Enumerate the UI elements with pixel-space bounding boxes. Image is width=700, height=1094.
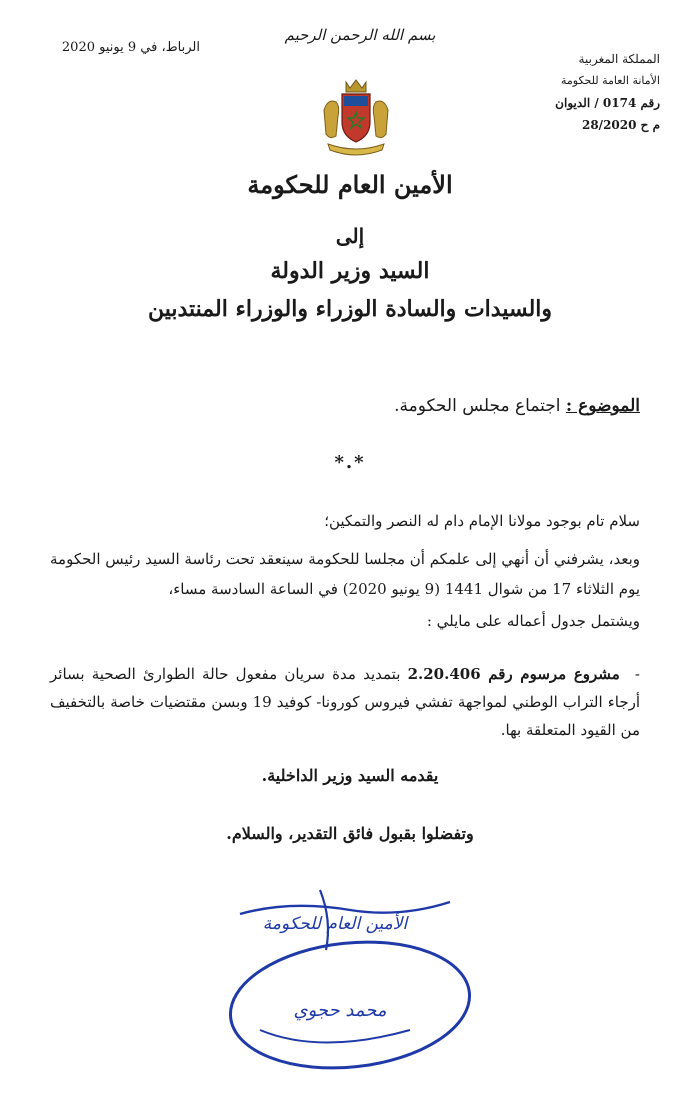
signature-ink: [200, 880, 480, 1080]
agenda-bullet: -: [634, 665, 640, 683]
department-name: الأمانة العامة للحكومة: [560, 74, 660, 87]
recipient-line-1: السيد وزير الدولة: [270, 258, 430, 284]
coat-of-arms-icon: [318, 76, 394, 156]
to-label: إلى: [335, 224, 365, 248]
subject-text: اجتماع مجلس الحكومة.: [394, 396, 561, 416]
presenter-line: يقدمه السيد وزير الداخلية.: [261, 766, 439, 785]
separator: *.*: [334, 452, 366, 473]
subject-label: الموضوع :: [565, 396, 640, 416]
signature-name: محمد حجوي: [293, 1000, 387, 1021]
agenda-intro: ويشتمل جدول أعماله على مايلي :: [426, 612, 640, 630]
reference-code: م ح 28/2020: [581, 118, 660, 132]
signature-title: الأمين العام للحكومة: [262, 914, 408, 934]
greeting: سلام تام بوجود مولانا الإمام دام له النصر والتمكين؛: [324, 512, 640, 530]
sender-block: [460, 48, 660, 136]
decree-number: مشروع مرسوم رقم 2.20.406: [407, 665, 620, 683]
country-name: المملكة المغربية: [578, 52, 660, 66]
reference-number: رقم 0174 / الديوان: [555, 96, 660, 110]
agenda-item-text: بتمديد مدة سريان مفعول حالة الطوارئ الصحية بسائر أرجاء التراب الوطني لمواجهة تفشي فيروس كورونا- كوفيد 19 وبسن مقتضيات خاصة بالتخفيف من القيود المتعلقة بها.: [50, 665, 640, 739]
recipient-line-2: والسيدات والسادة الوزراء والوزراء المنتدبين: [147, 296, 553, 322]
sender-title: الأمين العام للحكومة: [247, 170, 453, 199]
closing-line: وتفضلوا بقبول فائق التقدير، والسلام.: [226, 824, 474, 843]
letter-date: الرباط، في 9 يونيو 2020: [61, 40, 200, 55]
body-paragraph: وبعد، يشرفني أن أنهي إلى علمكم أن مجلسا للحكومة سينعقد تحت رئاسة السيد رئيس الحكومة يوم الثلاثاء 17 من شوال 1441 (9 يونيو 2020) في الساعة السادسة مساء،: [50, 550, 640, 598]
basmala: بسم الله الرحمن الرحيم: [284, 26, 436, 44]
subject-line: [80, 396, 640, 416]
agenda-item: [50, 660, 640, 744]
